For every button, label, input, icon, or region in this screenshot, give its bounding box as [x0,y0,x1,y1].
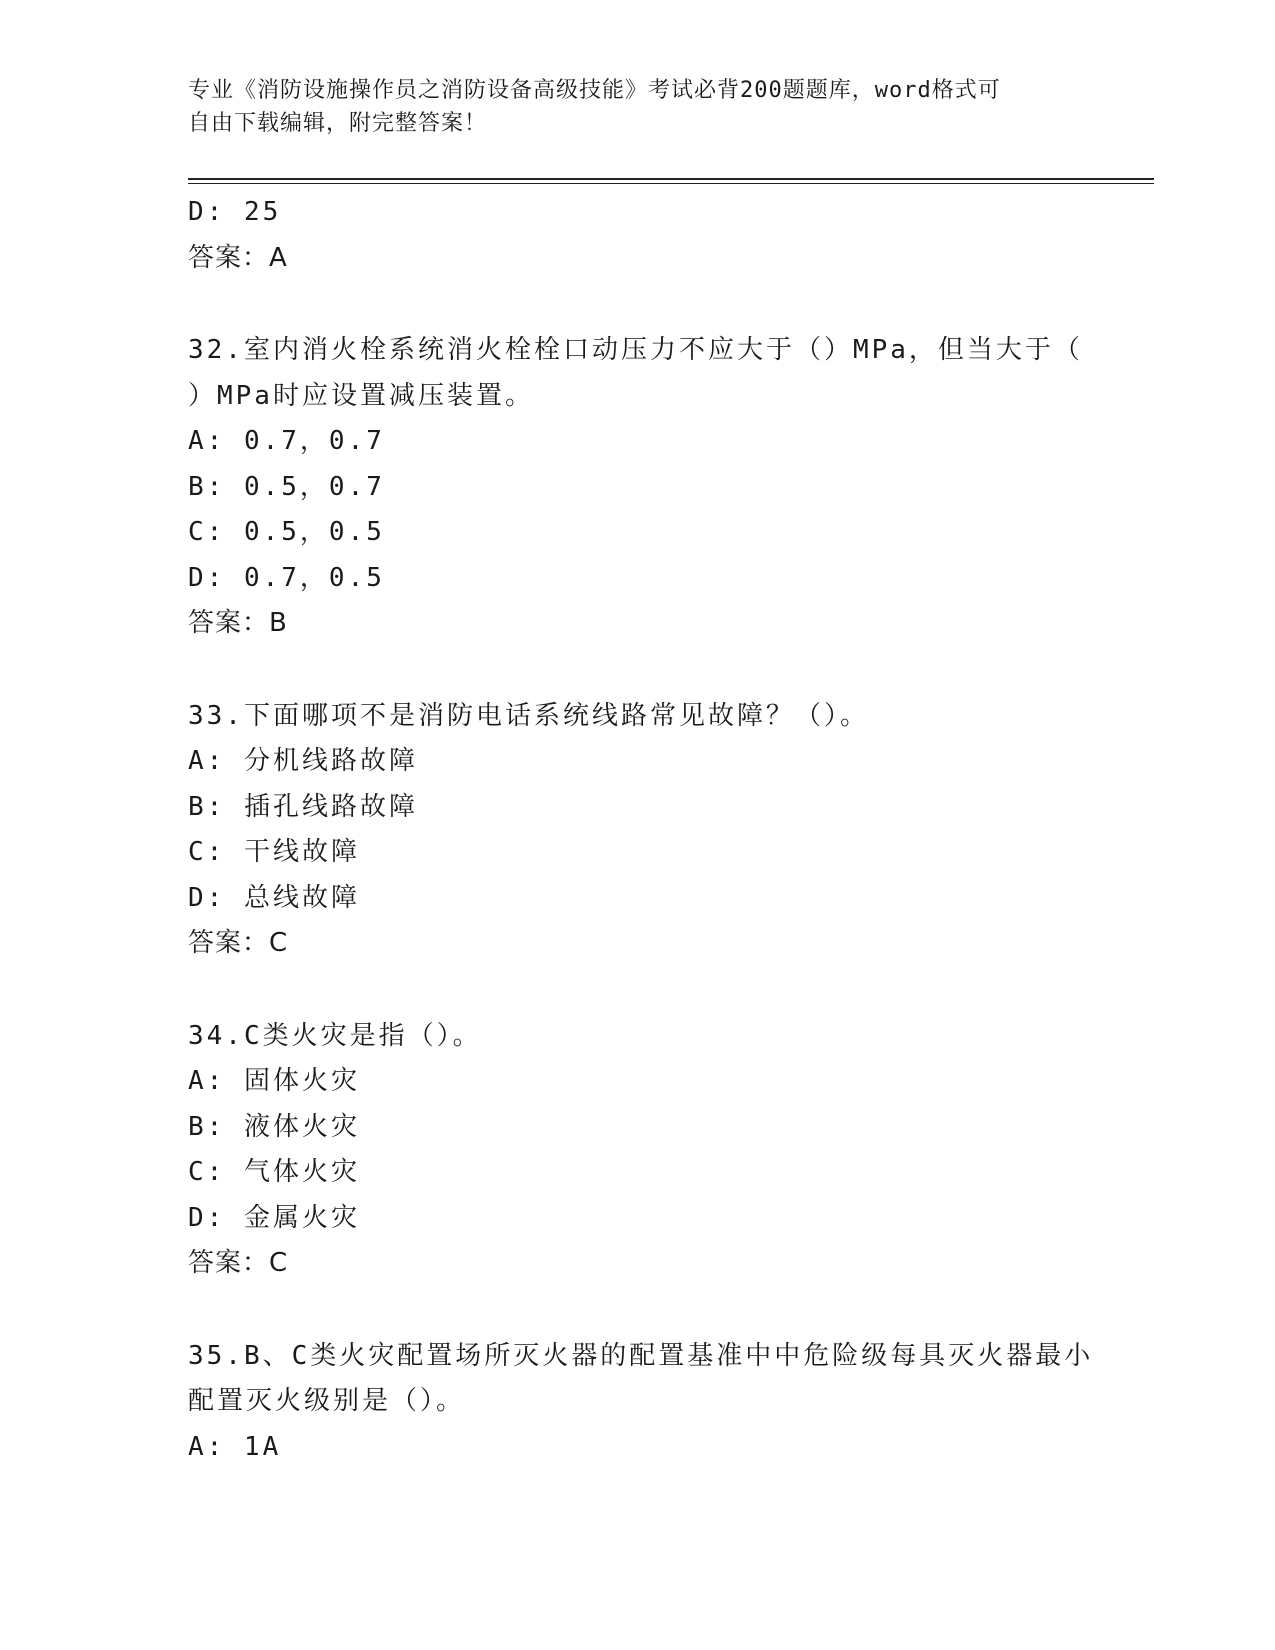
option-c: C: 气体火灾 [188,1157,360,1187]
question-stem: 34.C类火灾是指（）。 [188,1020,482,1051]
option-c: C: 干线故障 [188,837,360,867]
option-d: D: 总线故障 [188,882,360,913]
option-a: A: 1A [188,1431,282,1462]
header-divider-thin [188,183,1154,184]
question-stem-continued: 配置灭火级别是（）。 [188,1386,466,1416]
question-block-35 [188,1334,1094,1471]
option-a: A: 固体火灾 [188,1066,360,1096]
option-c: C: 0.5，0.5 [188,517,385,547]
question-stem: 32.室内消火栓系统消火栓栓口动压力不应大于（）MPa，但当大于（ [188,335,1083,365]
answer-line: 答案：C [188,1248,289,1278]
question-block-33 [188,694,1088,967]
option-d: D: 25 [188,197,282,227]
answer-line: 答案：C [188,928,289,958]
option-d: D: 0.7，0.5 [188,562,385,593]
option-a: A: 0.7，0.7 [188,426,385,456]
question-block-31 [188,190,1088,281]
question-list [188,190,1094,1470]
header-line-2: 自由下载编辑，附完整答案！ [188,111,488,136]
header-divider-thick [188,178,1154,180]
option-b: B: 液体火灾 [188,1111,360,1142]
document-header [188,74,1088,140]
option-b: B: 0.5，0.7 [188,471,385,502]
answer-line: 答案：B [188,608,288,638]
option-b: B: 插孔线路故障 [188,791,418,822]
question-stem-continued: ）MPa时应设置减压装置。 [188,380,534,411]
answer-line: 答案：A [188,242,288,273]
header-line-1: 专业《消防设施操作员之消防设备高级技能》考试必背200题题库，word格式可 [188,78,1001,103]
option-a: A: 分机线路故障 [188,746,418,776]
question-block-32 [188,328,1088,647]
question-stem: 33.下面哪项不是消防电话系统线路常见故障？（）。 [188,700,869,731]
question-stem: 35.B、C类火灾配置场所灭火器的配置基准中中危险级每具灭火器最小 [188,1340,1094,1371]
question-block-34 [188,1014,1088,1287]
option-d: D: 金属火灾 [188,1202,360,1233]
